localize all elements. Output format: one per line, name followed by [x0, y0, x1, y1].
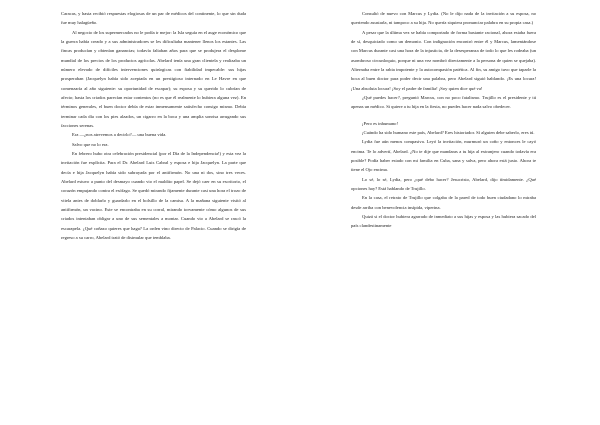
paragraph: Era —¿nos atrevemos a decirlo?— una buena vida.	[72, 132, 167, 138]
paragraph: A pesar que la última vez se había comportado de forma bastante racional, ahora estaba fuera de sí, desquiciado como un demonio. Con indignación encontró entre él y Marcus, lamentándose con Marcus durante casi una hora de la injusticia, de la desesperanza de todo lo que les rodeaba (un asombroso circunloquio, porque ni una vez nombró directamente a la persona de quien se quejaba). Alternaba entre la rabia impotente y la autocompasión patética. Al fin, su amigo tuvo que taparle la boca al buen doctor para poder decir una palabra, pero Abelard siguió hablando. ¡Es una locura! ¡Una absoluta locura! ¡Soy el padre de familia! ¡Soy quien dice qué va!	[351, 29, 536, 91]
paragraph: ¿Qué puedes hacer?, preguntó Marcus, con no poco fatalismo. Trujillo es el presidente y tú apenas un médico. Si quiere a tu hija en la fiesta, no puedes hacer nada salvo obedecer.	[351, 94, 536, 110]
paragraph: En la casa, el retrato de Trujillo que colgaba de la pared de todo buen ciudadano lo miraba desde arriba con benevolencia insípida, viperina.	[351, 195, 536, 210]
paragraph: Caracas, y hasta recibió respuestas elogiosas de un par de médicos del continente, lo que sin duda fue muy halagüeño.	[61, 11, 246, 26]
paragraph: Consultó de nuevo con Marcus y Lydia. (No le dijo nada de la invitación a su esposa, no queriendo asustarla, ni tampoco a su hija. No quería siquiera pronunciar palabra en su propia casa.)	[351, 11, 536, 26]
paragraph: Salvo que no lo era.	[72, 141, 109, 147]
right-page	[300, 0, 600, 425]
right-text-column	[351, 9, 536, 231]
paragraph: Lo sé, lo sé, Lydia, pero ¿qué debo hacer? Jesucristo, Abelard, dijo tímidamente. ¿Qué opciones hay? Está hablando de Trujillo.	[351, 176, 536, 191]
paragraph: Al negocio de los supermercados no le podía ir mejor: la Isla seguía en el auge económico que la guerra había creado y a sus administradores se les dificultaba mantener llenos los estantes. Las fincas producían y obtenían ganancias; todavía faltaban años para que se produjera el desplome mundial de los precios de los productos agrícolas. Abelard tenía una gran clientela y realizaba un número elevado de difíciles intervenciones quirúrgicas con fiabilidad impecable: sus hijas prosperaban (Jacquelyn había sido aceptada en un prestigioso internado en Le Havre en que comenzaría al año siguiente: su oportunidad de escapar); su esposa y su querido lo cubrían de afecto; hasta los criados parecían estar contentos (no es que él realmente lo hubiera alguna vez). En términos generales, el buen doctor debía de estar inmensamente satisfecho consigo mismo. Debía terminar cada día con los pies alzados, un cigarro en la boca y una amplia sonrisa arrugando sus facciones serenas.	[61, 29, 246, 128]
paragraph: ¡Pero es inhumano!	[362, 120, 398, 126]
paragraph: ¡Cuándo ha sido humano este país, Abelard? Eres historiador. Sí alguien debe saberlo, eres tú.	[362, 129, 535, 135]
paragraph: Quizá si el doctor hubiera agarrado de inmediato a sus hijas y esposa y las hubiera sacado del país clandestinamente	[351, 213, 536, 229]
paragraph: Lydia fue aún menos compasiva. Leyó la invitación, murmuró un coño y entonces le cayó encima. Te lo advertí, Abelard. ¿No te dije que mandaras a tu hija al extranjero cuando todavía era posible? Podía haber estado con mi familia en Cuba, sana y salva, pero ahora está justo. Ahora te tiene el Ojo encima.	[351, 139, 536, 173]
paragraph: En febrero hubo otra celebración presidencial (por el Día de la Independencia!) y esta vez la invitación fue explícita. Para el Dr. Abelard Luis Cabral y esposa e hija Jacquelyn. La parte que decía e hija Jacquelyn había sido subrayada por el antifirmón. No una ni dos, sino tres veces. Abelard estuvo a punto del desmayo cuando vio el maldito papel. Se dejó caer en su escritorio, el corazón empujando contra el esófago. Se quedó mirando fijamente durante casi una hora el trozo de vitela antes de doblarlo y guardarlo en el bolsillo de la camisa. A la mañana siguiente visitó al antifirmón, un vacino. Este se encontraba en su corral, mirando torvamente cómo algunos de sus criados intentaban obligar a uno de sus sementales a montar. Cuando vio a Abelard se rascó la escarapela. ¿Qué coñazo quieres que haga? La orden vino directo de Palacio. Cuando se dirigía de regreso a su carro, Abelard trató de disimular que temblaba.	[61, 150, 246, 240]
left-text-column	[61, 9, 246, 242]
